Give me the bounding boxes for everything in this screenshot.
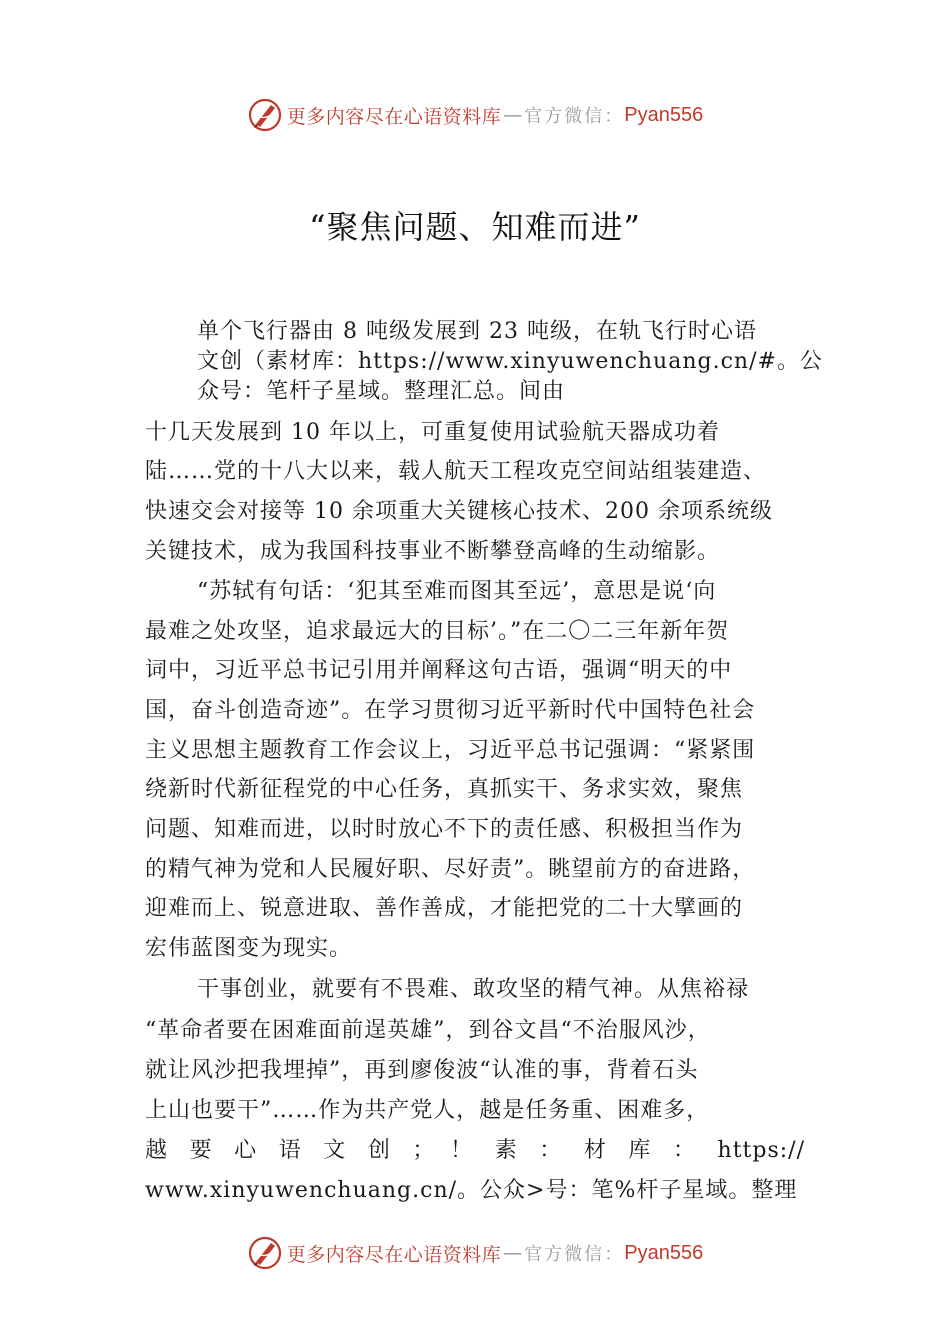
text-line: 上山也要干”……作为共产党人，越是任务重、困难多， <box>145 1098 710 1123</box>
text-line: 十几天发展到 10 年以上，可重复使用试验航天器成功着 <box>145 420 720 445</box>
watermark-banner-bottom <box>0 1233 950 1273</box>
text-line: 快速交会对接等 10 余项重大关键核心技术、200 余项系统级 <box>145 499 773 524</box>
watermark-text: 更多内容尽在心语资料库 <box>286 105 502 128</box>
text-line: 最难之处攻坚，追求最远大的目标’。”在二〇二三年新年贺 <box>145 619 730 644</box>
text-line: 干事创业，就要有不畏难、敢攻坚的精气神。从焦裕禄 <box>197 977 750 1002</box>
text-line: 众号：笔杆子星域。整理汇总。间由 <box>197 379 566 404</box>
text-line: 越 要 心 语 文 创 ； ！ 素 ： 材 库 ： https:// <box>145 1138 805 1163</box>
text-line: www.xinyuwenchuang.cn/。公众>号：笔%杆子星域。整理 <box>145 1178 798 1203</box>
text-line: 的精气神为党和人民履好职、尽好责”。眺望前方的奋进路， <box>145 857 756 882</box>
text-line: 国，奋斗创造奇迹”。在学习贯彻习近平新时代中国特色社会 <box>145 698 756 723</box>
text-line: 陆……党的十八大以来，载人航天工程攻克空间站组装建造、 <box>145 459 767 484</box>
watermark-wechat-label: 官方微信： <box>524 106 625 127</box>
text-line: 词中，习近平总书记引用并阐释这句古语，强调“明天的中 <box>145 658 733 683</box>
watermark-text: 更多内容尽在心语资料库 <box>286 1243 502 1266</box>
text-line: 绕新时代新征程党的中心任务，真抓实干、务求实效，聚焦 <box>145 777 744 802</box>
text-line: 迎难而上、锐意进取、善作善成，才能把党的二十大擘画的 <box>145 896 744 921</box>
text-line: “苏轼有句话：‘犯其至难而图其至远’，意思是说‘向 <box>197 579 717 604</box>
watermark-wechat-id: Pyan556 <box>624 103 704 126</box>
text-line: 主义思想主题教育工作会议上，习近平总书记强调：“紧紧围 <box>145 738 756 763</box>
page-title: “聚焦问题、知难而进” <box>309 208 641 246</box>
text-line: 就让风沙把我埋掉”，再到廖俊波“认准的事，背着石头 <box>145 1058 699 1083</box>
pen-logo-icon <box>247 1235 283 1271</box>
watermark-wechat-id: Pyan556 <box>624 1241 704 1264</box>
watermark-separator: — <box>503 1242 523 1264</box>
text-line: 文创（素材库：https://www.xinyuwenchuang.cn/#。公 <box>197 349 823 374</box>
watermark-banner-top <box>0 95 950 135</box>
text-line: 单个飞行器由 8 吨级发展到 23 吨级，在轨飞行时心语 <box>197 319 757 344</box>
text-line: 关键技术，成为我国科技事业不断攀登高峰的生动缩影。 <box>145 539 721 564</box>
pen-logo-icon <box>247 97 283 133</box>
watermark-wechat-label: 官方微信： <box>524 1244 625 1265</box>
text-line: 宏伟蓝图变为现实。 <box>145 936 353 961</box>
text-line: “革命者要在困难面前逞英雄”，到谷文昌“不治服风沙， <box>145 1018 711 1043</box>
text-line: 问题、知难而进，以时时放心不下的责任感、积极担当作为 <box>145 817 744 842</box>
watermark-separator: — <box>503 104 523 126</box>
